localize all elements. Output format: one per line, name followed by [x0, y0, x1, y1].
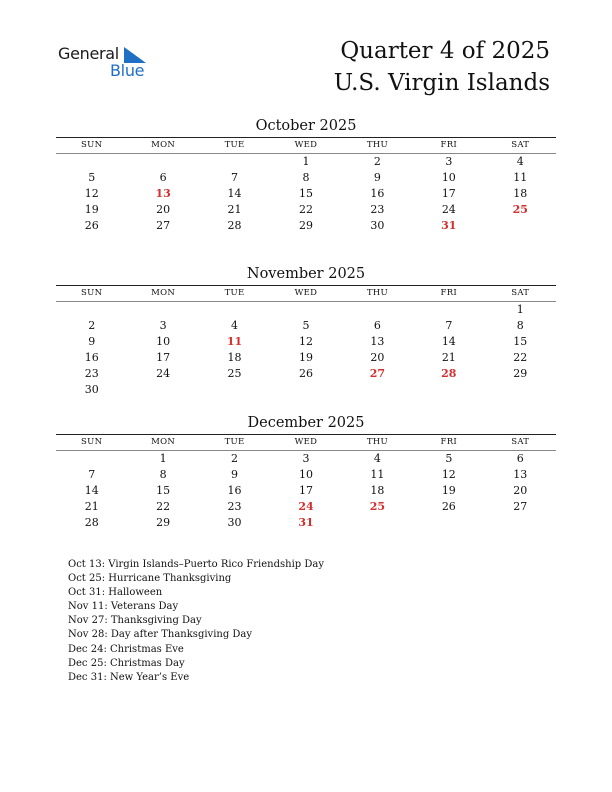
date-cell: 11	[513, 171, 528, 184]
date-cell: 9	[88, 335, 96, 348]
date-cell: 18	[513, 187, 528, 200]
week-row	[56, 202, 556, 218]
date-cell: 4	[516, 155, 524, 168]
holiday-note: Oct 31: Halloween	[68, 587, 163, 599]
week-row	[56, 318, 556, 334]
date-cell: 5	[302, 319, 310, 332]
date-cell: 13	[370, 335, 385, 348]
date-cell: 15	[156, 484, 171, 497]
holiday-date-cell: 31	[298, 516, 314, 529]
weekday-label: SUN	[81, 437, 103, 447]
date-cell: 7	[445, 319, 453, 332]
holiday-note: Nov 27: Thanksgiving Day	[68, 615, 202, 627]
week-row	[56, 170, 556, 186]
date-cell: 18	[370, 484, 385, 497]
holiday-date-cell: 31	[441, 219, 457, 232]
date-cell: 11	[370, 468, 385, 481]
holiday-date-cell: 27	[369, 367, 386, 380]
month-calendar-november	[56, 265, 556, 398]
weekday-label: THU	[366, 437, 388, 447]
week-row	[56, 515, 556, 531]
date-cell: 6	[373, 319, 381, 332]
month-calendar-december	[56, 414, 556, 531]
weekday-label: SAT	[511, 140, 530, 150]
date-cell: 7	[88, 468, 96, 481]
date-cell: 10	[441, 171, 456, 184]
date-cell: 23	[227, 500, 242, 513]
holiday-date-cell: 28	[441, 367, 457, 380]
holiday-notes	[68, 558, 324, 685]
holiday-note: Nov 11: Veterans Day	[68, 601, 179, 613]
logo-text-blue: Blue	[110, 61, 145, 80]
date-cell	[56, 302, 127, 318]
weekday-header-row	[56, 138, 556, 154]
holiday-note: Dec 24: Christmas Eve	[68, 643, 184, 655]
date-cell: 20	[156, 203, 171, 216]
date-cell: 19	[441, 484, 456, 497]
date-cell: 17	[298, 484, 313, 497]
date-cell	[342, 302, 413, 318]
date-cell: 17	[156, 351, 171, 364]
date-cell: 12	[441, 468, 456, 481]
date-cell: 27	[513, 500, 528, 513]
date-cell	[413, 302, 484, 318]
date-cell: 15	[513, 335, 528, 348]
weekday-label: WED	[294, 437, 318, 447]
date-cell: 10	[156, 335, 171, 348]
month-title: December 2025	[247, 415, 365, 431]
date-cell: 14	[227, 187, 242, 200]
date-cell: 3	[445, 155, 453, 168]
date-cell: 4	[373, 452, 381, 465]
date-cell	[56, 154, 127, 170]
date-cell: 29	[513, 367, 528, 380]
weekday-label: SAT	[511, 437, 530, 447]
date-cell: 26	[441, 500, 456, 513]
date-cell: 9	[231, 468, 239, 481]
date-cell: 16	[227, 484, 242, 497]
weekday-label: WED	[294, 288, 318, 298]
month-calendar-october	[56, 117, 556, 234]
date-cell: 4	[231, 319, 239, 332]
week-row	[56, 451, 556, 467]
logo	[58, 44, 168, 84]
date-cell	[413, 515, 484, 531]
week-row	[56, 154, 556, 170]
date-cell: 19	[298, 351, 313, 364]
date-cell: 5	[88, 171, 96, 184]
date-cell: 8	[302, 171, 310, 184]
date-cell: 30	[227, 516, 242, 529]
weekday-label: FRI	[440, 140, 458, 150]
holiday-date-cell: 24	[298, 500, 314, 513]
date-cell: 1	[159, 452, 167, 465]
holiday-note: Oct 13: Virgin Islands–Puerto Rico Friendship Day	[68, 559, 324, 570]
date-cell: 22	[298, 203, 313, 216]
week-row	[56, 350, 556, 366]
date-cell: 30	[370, 219, 385, 232]
date-cell: 21	[441, 351, 456, 364]
holiday-note: Dec 31: New Year’s Eve	[68, 671, 190, 683]
date-cell: 2	[373, 155, 381, 168]
month-title: November 2025	[246, 266, 366, 282]
weekday-header-row	[56, 435, 556, 451]
date-cell: 9	[373, 171, 381, 184]
weekday-label: THU	[366, 140, 388, 150]
date-cell: 21	[84, 500, 99, 513]
date-cell	[485, 515, 556, 531]
page-title: Quarter 4 of 2025	[340, 38, 550, 64]
date-cell: 19	[84, 203, 99, 216]
date-cell: 24	[156, 367, 171, 380]
week-row	[56, 366, 556, 382]
date-cell: 5	[445, 452, 453, 465]
date-cell: 2	[88, 319, 96, 332]
holiday-date-cell: 25	[369, 500, 386, 513]
page-subtitle: U.S. Virgin Islands	[333, 70, 550, 96]
weekday-label: SUN	[81, 288, 103, 298]
date-cell	[56, 451, 127, 467]
date-cell: 23	[84, 367, 99, 380]
date-cell: 10	[298, 468, 313, 481]
date-cell: 22	[513, 351, 528, 364]
weekday-label: TUE	[224, 437, 245, 447]
date-cell	[127, 382, 198, 398]
date-cell: 18	[227, 351, 242, 364]
week-row	[56, 483, 556, 499]
date-cell: 2	[231, 452, 239, 465]
date-cell	[413, 382, 484, 398]
date-cell: 6	[516, 452, 524, 465]
date-cell: 3	[159, 319, 167, 332]
week-row	[56, 218, 556, 234]
date-cell	[342, 382, 413, 398]
date-cell: 16	[370, 187, 385, 200]
week-row	[56, 186, 556, 202]
date-cell: 15	[298, 187, 313, 200]
date-cell	[342, 515, 413, 531]
date-cell: 29	[156, 516, 171, 529]
date-cell: 14	[84, 484, 99, 497]
weekday-label: FRI	[440, 288, 458, 298]
date-cell: 8	[516, 319, 524, 332]
weekday-label: MON	[151, 437, 176, 447]
date-cell: 30	[84, 383, 99, 396]
weekday-header-row	[56, 286, 556, 302]
week-row	[56, 382, 556, 398]
weekday-label: SUN	[81, 140, 103, 150]
date-cell	[199, 382, 270, 398]
date-cell: 26	[298, 367, 313, 380]
date-cell: 28	[227, 219, 242, 232]
date-cell: 1	[516, 303, 524, 316]
holiday-note: Oct 25: Hurricane Thanksgiving	[68, 573, 232, 585]
date-cell: 7	[231, 171, 239, 184]
weekday-label: MON	[151, 140, 176, 150]
date-cell	[485, 218, 556, 234]
date-cell	[485, 382, 556, 398]
date-cell: 3	[302, 452, 310, 465]
date-cell: 22	[156, 500, 171, 513]
month-title: October 2025	[255, 118, 357, 134]
week-row	[56, 499, 556, 515]
date-cell: 24	[441, 203, 456, 216]
weekday-label: THU	[366, 288, 388, 298]
date-cell	[199, 302, 270, 318]
weekday-label: FRI	[440, 437, 458, 447]
holiday-note: Nov 28: Day after Thanksgiving Day	[68, 629, 253, 641]
date-cell: 13	[513, 468, 528, 481]
date-cell: 1	[302, 155, 310, 168]
weekday-label: TUE	[224, 140, 245, 150]
date-cell: 26	[84, 219, 99, 232]
week-row	[56, 302, 556, 318]
date-cell: 12	[84, 187, 99, 200]
weekday-label: SAT	[511, 288, 530, 298]
date-cell: 12	[298, 335, 313, 348]
date-cell: 23	[370, 203, 385, 216]
date-cell	[127, 154, 198, 170]
date-cell	[127, 302, 198, 318]
date-cell: 28	[84, 516, 99, 529]
date-cell	[199, 154, 270, 170]
holiday-note: Dec 25: Christmas Day	[68, 657, 185, 669]
date-cell: 8	[159, 468, 167, 481]
date-cell: 16	[84, 351, 99, 364]
logo-text-general: General	[58, 44, 119, 63]
date-cell: 27	[156, 219, 171, 232]
weekday-label: WED	[294, 140, 318, 150]
date-cell: 14	[441, 335, 456, 348]
date-cell	[270, 302, 341, 318]
week-row	[56, 334, 556, 350]
date-cell: 21	[227, 203, 242, 216]
weekday-label: TUE	[224, 288, 245, 298]
date-cell: 17	[441, 187, 456, 200]
date-cell: 20	[370, 351, 385, 364]
holiday-date-cell: 13	[155, 187, 171, 200]
weekday-label: MON	[151, 288, 176, 298]
date-cell: 20	[513, 484, 528, 497]
date-cell: 29	[298, 219, 313, 232]
holiday-date-cell: 11	[226, 335, 243, 348]
date-cell: 6	[159, 171, 167, 184]
week-row	[56, 467, 556, 483]
date-cell: 25	[227, 367, 242, 380]
holiday-date-cell: 25	[512, 203, 528, 216]
date-cell	[270, 382, 341, 398]
